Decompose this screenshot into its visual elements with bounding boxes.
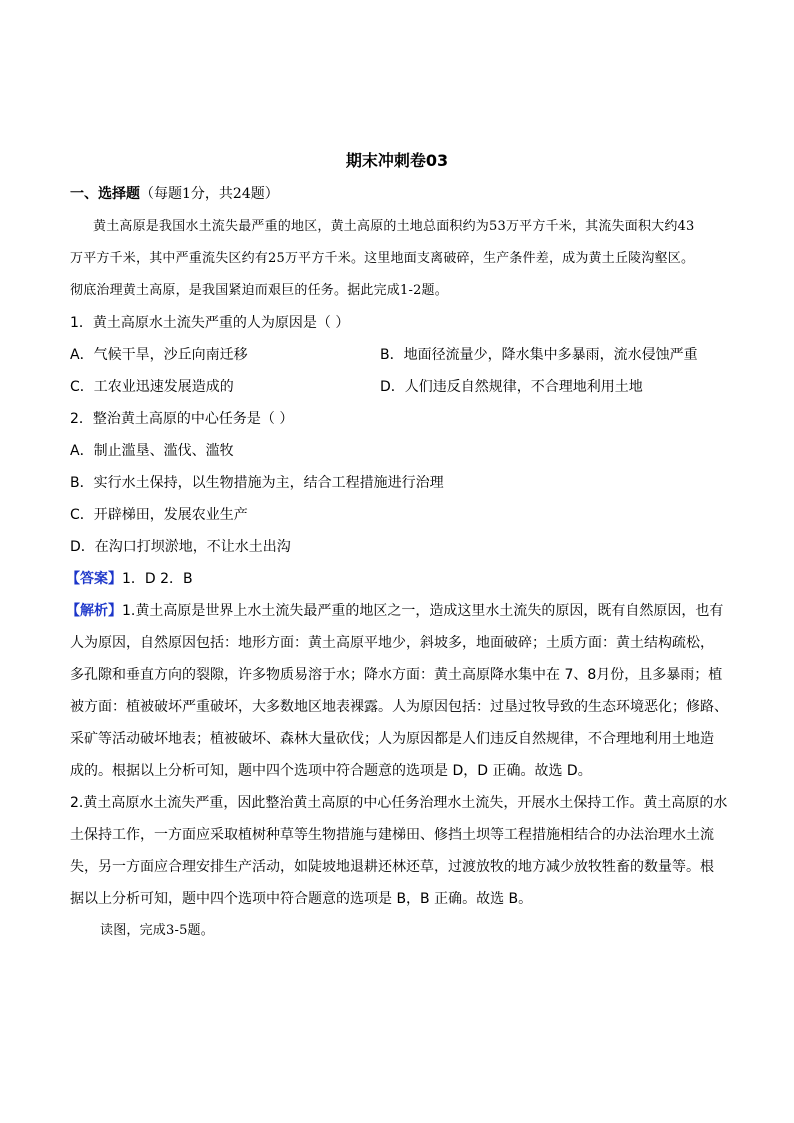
answer-label: 【答案】 [66, 571, 122, 587]
section-heading [70, 184, 279, 204]
analysis-line-1 [66, 601, 723, 621]
question-1-option-c: C．工农业迅速发展造成的 [70, 379, 234, 395]
section-heading-note: （每题1分，共24题） [140, 186, 279, 202]
question-1-option-d: D．人们违反自然规律，不合理地利用土地 [380, 379, 643, 395]
question-1-stem: 1．黄土高原水土流失严重的人为原因是（ ） [70, 315, 350, 331]
answer-text: 1．D 2．B [122, 571, 193, 587]
analysis-line-2: 人为原因，自然原因包括：地形方面：黄土高原平地少，斜坡多，地面破碎；土质方面：黄土结构疏松， [70, 635, 714, 651]
analysis-line-3: 多孔隙和垂直方向的裂隙，许多物质易溶于水；降水方面：黄土高原降水集中在 7、8月份，且多暴雨；植 [70, 667, 723, 683]
question-2-stem: 2．整治黄土高原的中心任务是（ ） [70, 411, 294, 427]
analysis-text-1: 1.黄土高原是世界上水土流失最严重的地区之一，造成这里水土流失的原因，既有自然原因，也有 [122, 603, 724, 619]
analysis-line-4: 被方面：植被破坏严重破坏，大多数地区地表裸露。人为原因包括：过垦过牧导致的生态环境恶化；修路、 [70, 699, 728, 715]
analysis-label: 【解析】 [66, 603, 122, 619]
question-2-option-c: C．开辟梯田，发展农业生产 [70, 507, 248, 523]
section-heading-label: 一、选择题 [70, 186, 140, 202]
passage-line-2: 万平方千米，其中严重流失区约有25万平方千米。这里地面支离破碎，生产条件差，成为黄土丘陵沟壑区。 [70, 251, 695, 266]
question-1-option-b: B．地面径流量少，降水集中多暴雨，流水侵蚀严重 [380, 347, 698, 363]
analysis-line-10: 据以上分析可知，题中四个选项中符合题意的选项是 B，B 正确。故选 B。 [70, 891, 533, 907]
passage-line-1: 黄土高原是我国水土流失最严重的地区，黄土高原的土地总面积约为53万平方千米，其流失面积大约43 [93, 219, 695, 234]
next-passage-intro: 读图，完成3-5题。 [100, 923, 214, 938]
answer-line [66, 569, 193, 589]
analysis-line-9: 失，另一方面应合理安排生产活动，如陡坡地退耕还林还草，过渡放牧的地方减少放牧牲畜的数量等。根 [70, 859, 714, 875]
question-1-option-a: A．气候干旱，沙丘向南迁移 [70, 347, 248, 363]
question-2-option-d: D．在沟口打坝淤地，不让水土出沟 [70, 539, 291, 555]
page-title: 期末冲刺卷03 [345, 151, 449, 170]
passage-line-3: 彻底治理黄土高原，是我国紧迫而艰巨的任务。据此完成1-2题。 [70, 283, 448, 298]
analysis-line-7: 2.黄土高原水土流失严重，因此整治黄土高原的中心任务治理水土流失，开展水土保持工作。黄土高原的水 [70, 795, 728, 811]
question-2-option-a: A．制止滥垦、滥伐、滥牧 [70, 443, 234, 459]
analysis-line-8: 土保持工作，一方面应采取植树种草等生物措施与建梯田、修挡土坝等工程措施相结合的办法治理水土流 [70, 827, 714, 843]
question-2-option-b: B．实行水土保持，以生物措施为主，结合工程措施进行治理 [70, 475, 444, 491]
analysis-line-6: 成的。根据以上分析可知，题中四个选项中符合题意的选项是 D，D 正确。故选 D。 [70, 763, 592, 779]
analysis-line-5: 采矿等活动破坏地表；植被破坏、森林大量砍伐；人为原因都是人们违反自然规律，不合理地利用土地造 [70, 731, 714, 747]
